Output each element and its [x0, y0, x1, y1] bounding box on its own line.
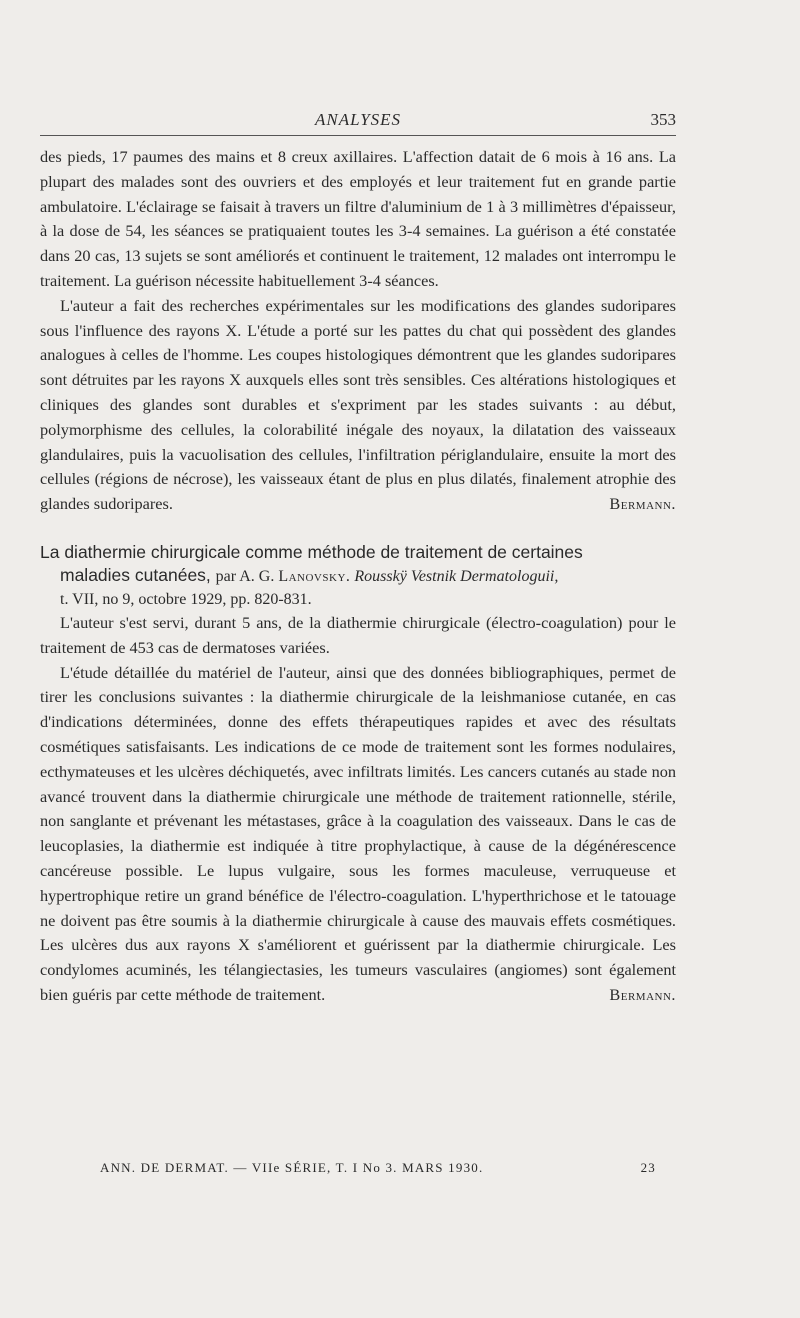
page-footer [100, 1160, 656, 1176]
article2-journal: Rousskÿ Vestnik Dermatologuii, [354, 567, 559, 585]
page-body [40, 145, 676, 1008]
article1-paragraph-2 [40, 294, 676, 517]
article2-byline [216, 568, 559, 585]
article2-reference: t. VII, no 9, octobre 1929, pp. 820-831. [60, 590, 312, 608]
footer-citation: ANN. DE DERMAT. — VIIe SÉRIE, T. I No 3. MARS 1930. [100, 1160, 484, 1175]
article2-paragraph-1: L'auteur s'est servi, durant 5 ans, de la diathermie chirurgicale (électro-coagulation) pour le traitement de 453 cas de dermatoses variées. [40, 612, 676, 657]
article2-paragraph-2 [40, 661, 676, 1008]
running-title: ANALYSES [314, 110, 402, 129]
article1-paragraph-2-text: L'auteur a fait des recherches expérimentales sur les modifications des glandes sudoripares sous l'influence des rayons X. L'étude a porté sur les pattes du chat qui possèdent des glandes analogues à celles de l'homme. Les coupes histologiques démontrent que les glandes sudoripares sont détruites par les rayons X auxquels elles sont très sensibles. Ces altérations histologiques et cliniques des glandes sont durables et s'expriment par les stades suivants : au début, polymorphisme des cellules, la colorabilité inégale des noyaux, la dilatation des vaisseaux glandulaires, puis la vacuolisation des cellules, l'infiltration périglandulaire, ensuite la mort des cellules (régions de nécrose), les vaisseaux étant de plus en plus dilatés, finalement atrophie des glandes sudoripares. [40, 295, 676, 514]
article2-signature: Bermann. [609, 984, 676, 1004]
sheet-number: 23 [640, 1160, 656, 1175]
article1-signature: Bermann. [609, 494, 676, 514]
header-rule [40, 135, 676, 136]
article2-title-line-1: La diathermie chirurgicale comme méthode de traitement de certaines [40, 541, 583, 562]
article2-author: Lanovsky. [278, 567, 351, 585]
article1-paragraph-1: des pieds, 17 paumes des mains et 8 creux axillaires. L'affection datait de 6 mois à 16 ans. La plupart des malades sont des ouvriers et des employés et leur traitement fut en grande partie ambulatoire. L'éclairage se faisait à travers un filtre d'aluminium de 1 à 3 millimètres d'épaisseur, à la dose de 54, les séances se pratiquaient toutes les 3-4 semaines. La guérison a été constatée dans 20 cas, 13 sujets se sont améliorés et continuent le traitement, 12 malades ont interrompu le traitement. La guérison nécessite habituellement 3-4 séances. [40, 147, 676, 290]
article2-title-line-2-row [40, 564, 676, 588]
article2-title-line-2: maladies cutanées, [60, 564, 211, 585]
running-header [40, 110, 676, 136]
page-number: 353 [650, 110, 676, 129]
article2-heading [40, 541, 676, 611]
article2-by: par A. G. [215, 567, 275, 585]
article2-paragraph-2-text: L'étude détaillée du matériel de l'auteur, ainsi que des données bibliographiques, permet de tirer les conclusions suivantes : la diathermie chirurgicale de la leishmaniose cutanée, en cas d'indications déterminées, donne des effets thérapeutiques rapides et avec des résultats cosmétiques satisfaisants. Les indications de ce mode de traitement sont les formes nodulaires, ecthymateuses et les ulcères déchiquetés, avec infiltrats limités. Les cancers cutanés au stade non avancé trouvent dans la diathermie chirurgicale une méthode de traitement rationnelle, stérile, non sanglante et prévenant les métastases, grâce à la coagulation des vaisseaux. Dans le cas de leucoplasies, la diathermie est indiquée à titre prophylactique, à cause de la dégénérescence cancéreuse possible. Le lupus vulgaire, sous les formes maculeuse, verruqueuse et hypertrophique retire un grand bénéfice de l'électro-coagulation. L'hyperthrichose et le tatouage ne doivent pas être soumis à la diathermie chirurgicale à cause des mauvais effets cosmétiques. Les ulcères dus aux rayons X s'améliorent et guérissent par la diathermie chirurgicale. Les condylomes acuminés, les télangiectasies, les tumeurs vasculaires (angiomes) sont également bien guéris par cette méthode de traitement. [40, 662, 676, 1004]
